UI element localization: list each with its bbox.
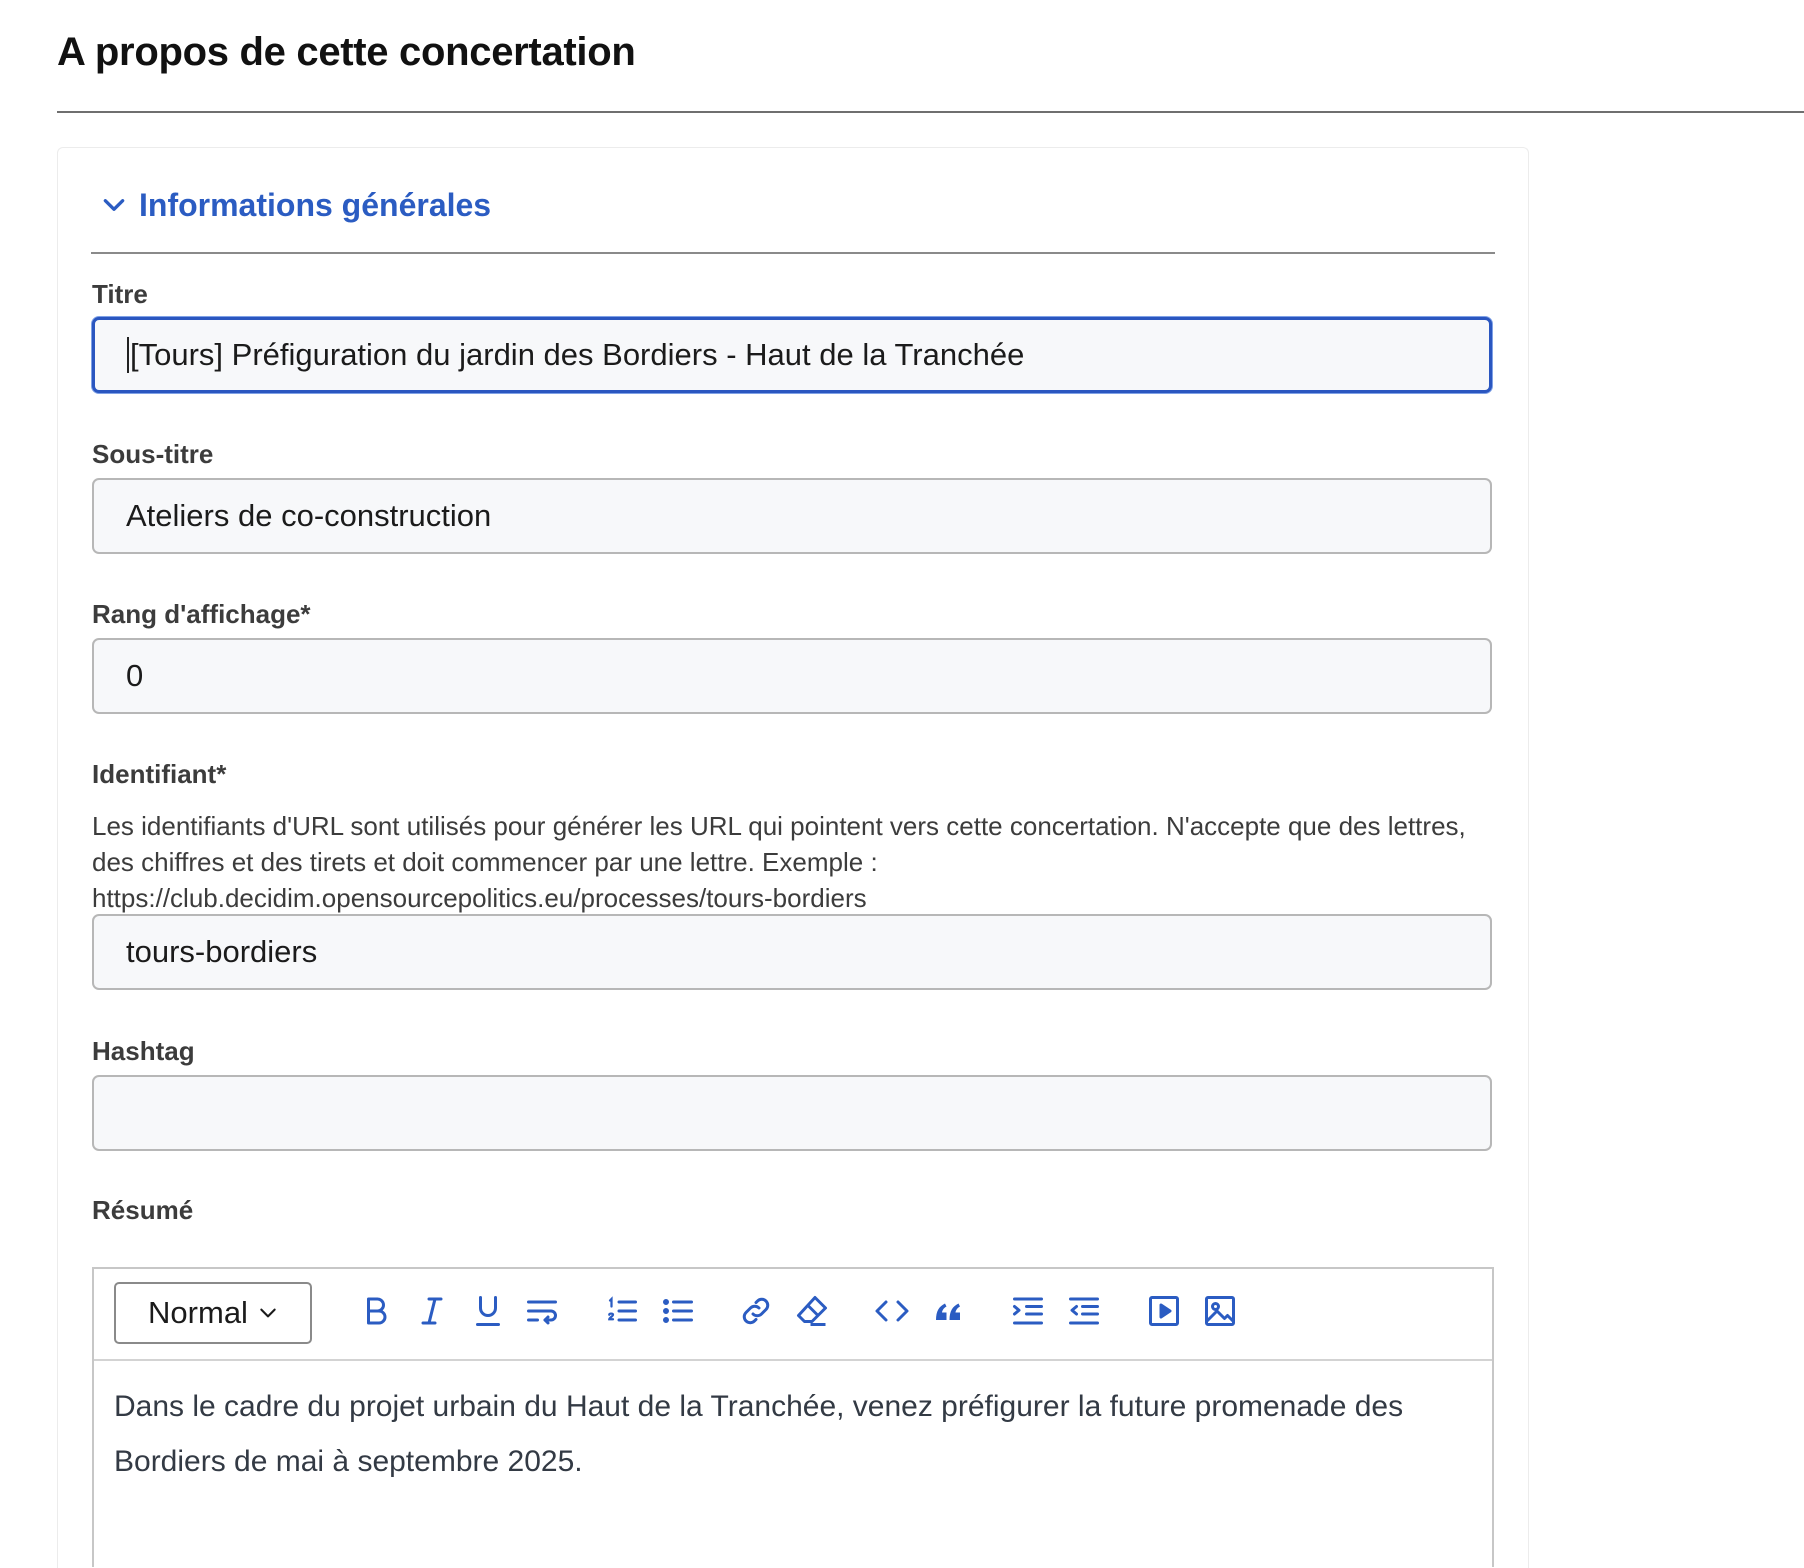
clear-format-button[interactable] xyxy=(792,1291,832,1331)
link-icon xyxy=(738,1293,774,1329)
video-button[interactable] xyxy=(1144,1291,1184,1331)
titre-label: Titre xyxy=(92,279,148,309)
identifiant-label: Identifiant* xyxy=(92,759,227,789)
identifiant-help-text: Les identifiants d'URL sont utilisés pour générer les URL qui pointent vers cette concertation. N'accepte que des lettres, des chiffres et des tirets et doit commencer par une lettre. Exemple : https://club.decidim.opensourcepolitics.eu/processes/tours-bordiers xyxy=(92,811,1466,913)
sous-titre-value: Ateliers de co-construction xyxy=(126,498,492,533)
indent-icon xyxy=(1010,1293,1046,1329)
bold-button[interactable] xyxy=(356,1291,396,1331)
code-icon xyxy=(874,1293,910,1329)
quote-button[interactable] xyxy=(928,1291,968,1331)
underline-button[interactable] xyxy=(468,1291,508,1331)
outdent-icon xyxy=(1066,1293,1102,1329)
editor-content-area[interactable]: Dans le cadre du projet urbain du Haut de la Tranchée, venez préfigurer la future promenade des Bordiers de mai à septembre 2025. xyxy=(114,1390,1404,1478)
rang-label: Rang d'affichage* xyxy=(92,599,311,629)
bold-icon xyxy=(358,1293,394,1329)
video-icon xyxy=(1146,1293,1182,1329)
outdent-button[interactable] xyxy=(1064,1291,1104,1331)
bullet-list-button[interactable] xyxy=(658,1291,698,1331)
rich-text-editor xyxy=(92,1267,1494,1567)
bullet-list-icon xyxy=(660,1293,696,1329)
text-caret xyxy=(127,337,129,373)
image-icon xyxy=(1202,1293,1238,1329)
titre-value: [Tours] Préfiguration du jardin des Bordiers - Haut de la Tranchée xyxy=(130,337,1025,372)
ordered-list-button[interactable] xyxy=(602,1291,642,1331)
format-select[interactable] xyxy=(114,1282,312,1344)
ordered-list-icon xyxy=(604,1293,640,1329)
chevron-down-icon xyxy=(258,1303,278,1323)
italic-button[interactable] xyxy=(412,1291,452,1331)
indent-button[interactable] xyxy=(1008,1291,1048,1331)
section-divider xyxy=(91,252,1495,254)
hashtag-input[interactable] xyxy=(92,1075,1492,1151)
image-button[interactable] xyxy=(1200,1291,1240,1331)
section-title: Informations générales xyxy=(139,186,492,223)
identifiant-value: tours-bordiers xyxy=(126,934,318,969)
rang-input[interactable] xyxy=(92,638,1492,714)
sous-titre-label: Sous-titre xyxy=(92,439,214,469)
code-button[interactable] xyxy=(872,1291,912,1331)
format-select-value: Normal xyxy=(148,1295,248,1330)
clear-format-icon xyxy=(794,1293,830,1329)
link-button[interactable] xyxy=(736,1291,776,1331)
section-toggle-general-info[interactable] xyxy=(101,183,491,227)
sous-titre-input[interactable] xyxy=(92,478,1492,554)
rang-value: 0 xyxy=(126,658,144,693)
line-break-icon xyxy=(524,1293,560,1329)
editor-toolbar xyxy=(94,1269,1492,1361)
italic-icon xyxy=(414,1293,450,1329)
hashtag-label: Hashtag xyxy=(92,1036,195,1066)
chevron-down-icon xyxy=(101,192,127,218)
quote-icon xyxy=(930,1293,966,1329)
page-title: A propos de cette concertation xyxy=(57,30,636,74)
line-break-button[interactable] xyxy=(522,1291,562,1331)
identifiant-input[interactable] xyxy=(92,914,1492,990)
titre-input[interactable] xyxy=(92,317,1492,393)
title-divider xyxy=(57,111,1804,113)
underline-icon xyxy=(470,1293,506,1329)
resume-label: Résumé xyxy=(92,1195,194,1225)
